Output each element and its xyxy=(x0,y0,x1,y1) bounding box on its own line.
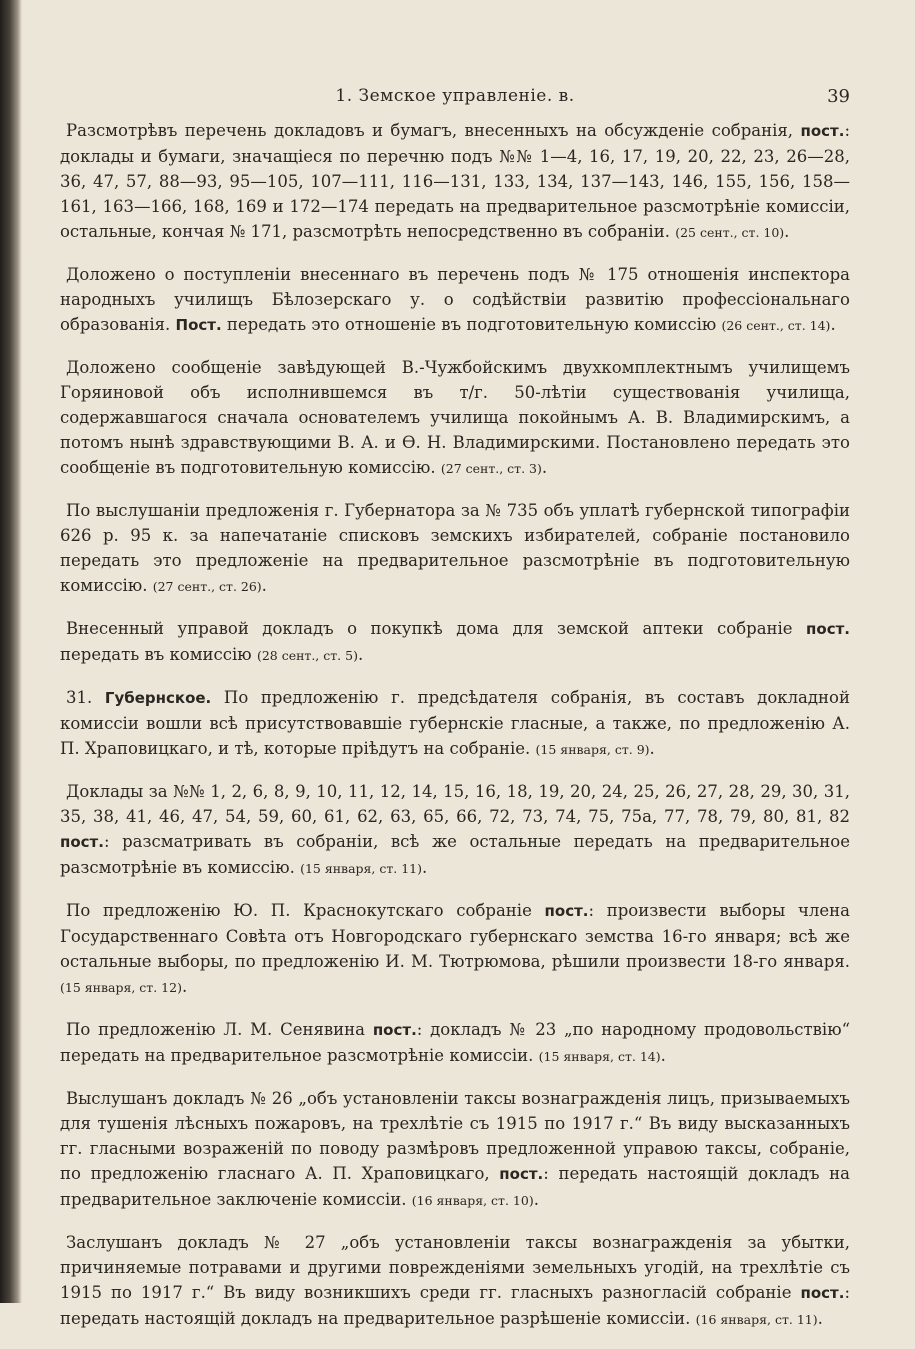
paragraph xyxy=(60,685,850,762)
paragraph-bold: пост. xyxy=(800,122,845,140)
page-header xyxy=(60,78,850,118)
paragraph-ref: (16 января, ст. 10) xyxy=(411,1193,534,1208)
paragraph-end: . xyxy=(261,576,267,595)
paragraph-bold: пост. xyxy=(372,1021,417,1039)
paragraph-ref: (15 января, ст. 9) xyxy=(535,742,650,757)
paragraph-ref: (26 сент., ст. 14) xyxy=(721,318,831,333)
paragraph-post: : передать настоящій докладъ на предварительное разрѣшеніе комиссіи. xyxy=(60,1283,850,1328)
paragraph-post: передать въ комиссію xyxy=(60,645,252,664)
paragraph-pre: По предложенію Ю. П. Краснокутскаго собраніе xyxy=(66,901,532,920)
paragraph-post: : докладъ № 23 „по народному продовольствію“ передать на предварительное разсмотрѣніе комиссіи. xyxy=(60,1020,851,1065)
paragraph-ref: (28 сент., ст. 5) xyxy=(256,648,358,663)
document-page xyxy=(60,78,850,1349)
paragraph-end: . xyxy=(830,315,836,334)
paragraph-end: . xyxy=(533,1190,539,1209)
paragraph-ref: (15 января, ст. 12) xyxy=(60,980,182,995)
paragraph-ref: (27 сент., ст. 3) xyxy=(440,461,542,476)
book-binding-edge xyxy=(0,0,22,1303)
paragraph xyxy=(60,779,850,881)
paragraph-bold: пост. xyxy=(60,833,104,851)
paragraph xyxy=(60,262,850,338)
paragraph-pre: 31. xyxy=(66,688,93,707)
paragraph-bold: пост. xyxy=(544,902,589,920)
paragraph-end: . xyxy=(660,1046,666,1065)
running-title: 1. Земское управленіе. в. xyxy=(335,86,575,106)
paragraph-post: : передать настоящій докладъ на предварительное заключеніе комиссіи. xyxy=(60,1164,850,1209)
paragraph xyxy=(60,498,850,599)
paragraph-end: . xyxy=(181,977,188,996)
paragraph-bold: Губернское. xyxy=(104,689,212,707)
paragraph-pre: Внесенный управой докладъ о покупкѣ дома для земской аптеки собраніе xyxy=(66,619,793,638)
paragraph-post: По предложенію г. предсѣдателя собранія, въ составъ докладной комиссіи вошли всѣ присутствовавшіе губернскіе гласные, а также, по предложенію А. П. Храповицкаго, и тѣ, которые пріѣдутъ на собраніе. xyxy=(60,688,850,758)
paragraph-end: . xyxy=(541,458,548,477)
paragraph xyxy=(60,118,850,245)
paragraph-bold: пост. xyxy=(800,1284,845,1302)
paragraph-ref: (15 января, ст. 11) xyxy=(300,861,423,876)
paragraph-ref: (25 сент., ст. 10) xyxy=(675,225,785,240)
paragraph-post: : доклады и бумаги, значащіеся по перечню подъ №№ 1—4, 16, 17, 19, 20, 22, 23, 26—28, 36, 47, 57, 88—93, 95—105, 107—111, 116—131, 133, 134, 137—143, 146, 155, 156, 158—161, 163—166, 168, 169 и 172—174 передать на предварительное разсмотрѣніе комиссіи, остальные, кончая № 171, разсмотрѣть непосредственно въ собраніи. xyxy=(60,121,850,241)
paragraph xyxy=(60,898,850,1000)
paragraph-pre: Доклады за №№ 1, 2, 6, 8, 9, 10, 11, 12, 14, 15, 16, 18, 19, 20, 24, 25, 26, 27, 28, 29, 30, 31, 35, 38, 41, 46, 47, 54, 59, 60, 61, 62, 63, 65, 66, 72, 73, 74, 75, 75а, 77, 78, 79, 80, 81, 82 xyxy=(60,782,850,826)
paragraph-ref: (15 января, ст. 14) xyxy=(538,1049,661,1064)
paragraph-pre: Доложено сообщеніе завѣдующей В.-Чужбойскимъ двухкомплектнымъ училищемъ Горяиновой объ исполнившемся въ т/г. 50-лѣтіи существованія училища, содержавшагося сначала основателемъ училища покойнымъ А. В. Владимирскимъ, а потомъ нынѣ здравствующими В. А. и Ѳ. Н. Владимирскими. Постановлено передать это сообщеніе въ подготовительную комиссію. xyxy=(60,358,850,477)
paragraph-post: : произвести выборы члена Государственнаго Совѣта отъ Новгородскаго губернскаго земства 16-го января; всѣ же остальные выборы, по предложенію И. М. Тютрюмова, рѣшили произвести 18-го января. xyxy=(60,901,850,971)
paragraph-ref: (27 сент., ст. 26) xyxy=(152,579,262,594)
paragraph-pre: Заслушанъ докладъ № 27 „объ установленіи таксы вознагражденія за убытки, причиняемые потравами и другими поврежденіями земельныхъ угодій, на трехлѣтіе съ 1915 по 1917 г.“ Въ виду возникшихъ среди гг. гласныхъ разногласій собраніе xyxy=(60,1233,850,1302)
paragraph-pre: По предложенію Л. М. Сенявина xyxy=(66,1020,366,1039)
paragraph-pre: Выслушанъ докладъ № 26 „объ установленіи таксы вознагражденія лицъ, призываемыхъ для тушенія лѣсныхъ пожаровъ, на трехлѣтіе съ 1915 по 1917 г.“ Въ виду высказанныхъ гг. гласными возраженій по поводу размѣровъ предложенной управою таксы, собраніе, по предложенію гласнаго А. П. Храповицкаго, xyxy=(60,1089,850,1183)
paragraph-post: передать это отношеніе въ подготовительную комиссію xyxy=(221,315,717,334)
paragraph xyxy=(60,1230,850,1332)
paragraph-end: . xyxy=(817,1309,823,1328)
paragraph xyxy=(60,1086,850,1213)
paragraph-end: . xyxy=(422,858,428,877)
paragraph xyxy=(60,616,850,668)
paragraph-end: . xyxy=(784,222,790,241)
paragraph-bold: пост. xyxy=(499,1165,544,1183)
paragraph-pre: Доложено о поступленіи внесеннаго въ перечень подъ № 175 отношенія инспектора народныхъ училищъ Бѣлозерскаго у. о содѣйствіи развитію профессіональнаго образованія. xyxy=(60,265,850,334)
paragraph-end: . xyxy=(357,645,364,664)
paragraph-ref: (16 января, ст. 11) xyxy=(695,1312,818,1327)
paragraph-pre: Разсмотрѣвъ перечень докладовъ и бумагъ, внесенныхъ на обсужденіе собранія, xyxy=(66,121,794,140)
paragraph-bold: пост. xyxy=(806,620,850,638)
paragraph-end: . xyxy=(649,739,655,758)
paragraph-bold: Пост. xyxy=(175,316,222,334)
paragraph-post: : разсматривать въ собраніи, всѣ же остальные передать на предварительное разсмотрѣніе въ комиссію. xyxy=(60,832,850,877)
paragraph-pre: По выслушаніи предложенія г. Губернатора за № 735 объ уплатѣ губернской типографіи 626 р. 95 к. за напечатаніе списковъ земскихъ избирателей, собраніе постановило передать это предложеніе на предварительное разсмотрѣніе въ подготовительную комиссію. xyxy=(60,501,850,595)
document-body xyxy=(60,118,850,1332)
paragraph xyxy=(60,355,850,481)
paragraph xyxy=(60,1017,850,1069)
page-number: 39 xyxy=(827,86,850,107)
